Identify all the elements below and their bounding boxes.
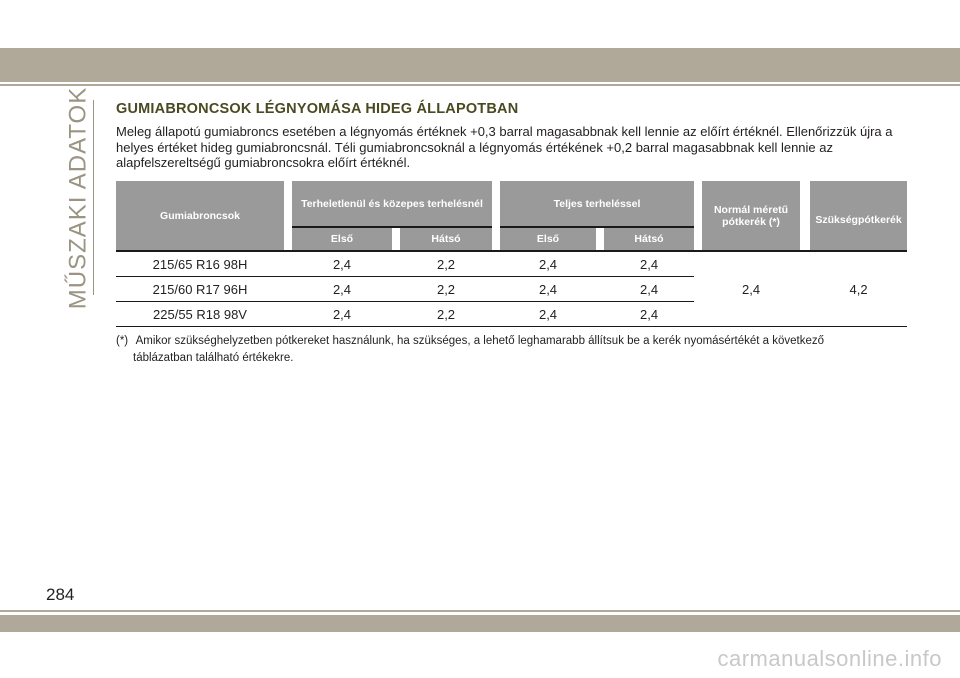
cell-tire: 215/65 R16 98H (116, 251, 284, 277)
cell-full-front: 2,4 (500, 302, 596, 327)
footnote-line-1: Amikor szükséghelyzetben pótkereket használunk, ha szükséges, a lehető leghamarabb állítsuk be a kerék nyomásértékét a következő (135, 335, 825, 347)
cell-unloaded-front: 2,4 (292, 277, 392, 302)
cell-unloaded-rear: 2,2 (400, 251, 492, 277)
section-tab-line (93, 100, 94, 295)
header-tire: Gumiabroncsok (116, 181, 284, 251)
section-tab (64, 86, 91, 309)
header-unloaded-rear: Hátsó (400, 227, 492, 251)
cell-normal-spare: 2,4 (702, 251, 800, 327)
tire-pressure-table (116, 181, 907, 327)
top-rule (0, 84, 960, 86)
section-heading: GUMIABRONCSOK LÉGNYOMÁSA HIDEG ÁLLAPOTBAN (116, 101, 519, 117)
table-header-row (116, 181, 907, 227)
cell-full-front: 2,4 (500, 251, 596, 277)
cell-unloaded-rear: 2,2 (400, 302, 492, 327)
page-number: 284 (46, 585, 75, 604)
cell-full-rear: 2,4 (604, 277, 694, 302)
cell-full-rear: 2,4 (604, 302, 694, 327)
watermark: carmanualsonline.info (717, 646, 942, 671)
footnote (116, 333, 916, 367)
footnote-line-2: táblázatban található értékekre. (133, 352, 294, 364)
cell-unloaded-rear: 2,2 (400, 277, 492, 302)
bottom-band (0, 615, 960, 632)
cell-unloaded-front: 2,4 (292, 302, 392, 327)
header-unloaded-front: Első (292, 227, 392, 251)
header-normal-spare: Normál méretű pótkerék (*) (702, 181, 800, 251)
section-tab-label: MŰSZAKI ADATOK (64, 86, 91, 309)
header-unloaded: Terheletlenül és közepes terhelésnél (292, 181, 492, 227)
cell-full-rear: 2,4 (604, 251, 694, 277)
cell-tire: 225/55 R18 98V (116, 302, 284, 327)
table-row (116, 251, 907, 277)
footnote-mark: (*) (116, 335, 129, 347)
cell-tire: 215/60 R17 96H (116, 277, 284, 302)
cell-full-front: 2,4 (500, 277, 596, 302)
bottom-rule (0, 610, 960, 612)
header-emergency-spare: Szükségpótkerék (810, 181, 907, 251)
header-full-front: Első (500, 227, 596, 251)
intro-paragraph: Meleg állapotú gumiabroncs esetében a légnyomás értéknek +0,3 barral magasabbnak kell lennie az előírt értéknél. Ellenőrizzük újra a helyes értéket hideg gumiabroncsnál. Téli gumiabroncsoknál a légnyomás értékének +0,2 barral magasabbnak kell lennie az alapfelszereltségű gumiabroncsokra előírt értéknél. (116, 124, 893, 170)
cell-unloaded-front: 2,4 (292, 251, 392, 277)
header-full-load: Teljes terheléssel (500, 181, 694, 227)
header-full-rear: Hátsó (604, 227, 694, 251)
cell-emergency-spare: 4,2 (810, 251, 907, 327)
top-band (0, 48, 960, 82)
